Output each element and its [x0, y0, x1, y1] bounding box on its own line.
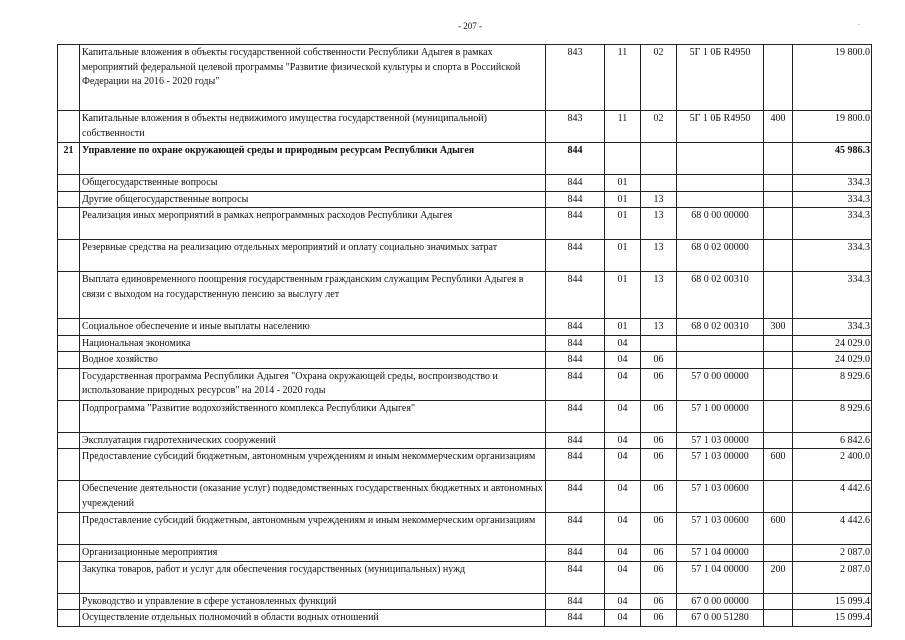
subsection-code-cell: 06 [641, 545, 677, 562]
table-body [58, 45, 872, 627]
row-number-cell [58, 593, 80, 610]
target-article-cell: 67 0 00 00000 [677, 593, 764, 610]
expense-type-cell [764, 143, 793, 175]
item-name-cell: Водное хозяйство [80, 352, 546, 369]
section-code-cell [605, 143, 641, 175]
item-name-cell: Общегосударственные вопросы [80, 175, 546, 192]
amount-cell: 24 029.0 [793, 335, 872, 352]
item-name-cell: Капитальные вложения в объекты государственной собственности Республики Адыгея в рамках мероприятий федеральной целевой программы "Развитие физической культуры и спорта в Российской Федерации на 2016 - 2020 годы" [80, 45, 546, 111]
table-row [58, 368, 872, 400]
section-code-cell: 11 [605, 45, 641, 111]
ministry-code-cell: 844 [546, 593, 605, 610]
ministry-code-cell: 844 [546, 335, 605, 352]
table-row [58, 208, 872, 240]
table-row [58, 272, 872, 319]
table-row [58, 400, 872, 432]
row-number-cell [58, 319, 80, 336]
subsection-code-cell: 06 [641, 400, 677, 432]
expense-type-cell: 400 [764, 111, 793, 143]
ministry-code-cell: 844 [546, 272, 605, 319]
amount-cell: 19 800.0 [793, 111, 872, 143]
section-code-cell: 04 [605, 449, 641, 481]
row-number-cell [58, 240, 80, 272]
expense-type-cell [764, 610, 793, 627]
section-code-cell: 04 [605, 400, 641, 432]
ministry-code-cell: 844 [546, 449, 605, 481]
amount-cell: 2 087.0 [793, 561, 872, 593]
item-name-cell: Управление по охране окружающей среды и природным ресурсам Республики Адыгея [80, 143, 546, 175]
subsection-code-cell: 02 [641, 111, 677, 143]
section-code-cell: 04 [605, 593, 641, 610]
section-code-cell: 04 [605, 545, 641, 562]
ministry-code-cell: 844 [546, 352, 605, 369]
row-number-cell [58, 432, 80, 449]
amount-cell: 334.3 [793, 208, 872, 240]
expense-type-cell [764, 191, 793, 208]
item-name-cell: Капитальные вложения в объекты недвижимого имущества государственной (муниципальной) собственности [80, 111, 546, 143]
ministry-code-cell: 844 [546, 191, 605, 208]
subsection-code-cell: 06 [641, 593, 677, 610]
section-code-cell: 11 [605, 111, 641, 143]
subsection-code-cell: 06 [641, 481, 677, 513]
row-number-cell [58, 335, 80, 352]
amount-cell: 24 029.0 [793, 352, 872, 369]
ministry-code-cell: 843 [546, 45, 605, 111]
expense-type-cell [764, 545, 793, 562]
target-article-cell: 57 0 00 00000 [677, 368, 764, 400]
expense-type-cell [764, 208, 793, 240]
subsection-code-cell: 06 [641, 368, 677, 400]
row-number-cell [58, 175, 80, 192]
target-article-cell: 57 1 03 00000 [677, 432, 764, 449]
ministry-code-cell: 843 [546, 111, 605, 143]
target-article-cell [677, 335, 764, 352]
ministry-code-cell: 844 [546, 545, 605, 562]
target-article-cell: 68 0 02 00310 [677, 272, 764, 319]
row-number-cell: 21 [58, 143, 80, 175]
row-number-cell [58, 368, 80, 400]
ministry-code-cell: 844 [546, 175, 605, 192]
ministry-code-cell: 844 [546, 143, 605, 175]
amount-cell: 15 099.4 [793, 610, 872, 627]
row-number-cell [58, 45, 80, 111]
target-article-cell [677, 143, 764, 175]
table-row [58, 513, 872, 545]
subsection-code-cell: 06 [641, 432, 677, 449]
section-code-cell: 01 [605, 319, 641, 336]
subsection-code-cell: 06 [641, 449, 677, 481]
item-name-cell: Национальная экономика [80, 335, 546, 352]
ministry-code-cell: 844 [546, 319, 605, 336]
ministry-code-cell: 844 [546, 561, 605, 593]
subsection-code-cell: 13 [641, 319, 677, 336]
subsection-code-cell [641, 335, 677, 352]
item-name-cell: Предоставление субсидий бюджетным, автономным учреждениям и иным некоммерческим организациям [80, 513, 546, 545]
row-number-cell [58, 352, 80, 369]
amount-cell: 19 800.0 [793, 45, 872, 111]
expense-type-cell [764, 45, 793, 111]
section-code-cell: 04 [605, 481, 641, 513]
table-row [58, 561, 872, 593]
table-row [58, 432, 872, 449]
target-article-cell [677, 191, 764, 208]
amount-cell: 334.3 [793, 319, 872, 336]
row-number-cell [58, 111, 80, 143]
subsection-code-cell: 13 [641, 272, 677, 319]
amount-cell: 15 099.4 [793, 593, 872, 610]
table-row [58, 481, 872, 513]
table-row [58, 593, 872, 610]
amount-cell: 334.3 [793, 191, 872, 208]
item-name-cell: Закупка товаров, работ и услуг для обеспечения государственных (муниципальных) нужд [80, 561, 546, 593]
expense-type-cell [764, 352, 793, 369]
row-number-cell [58, 272, 80, 319]
expense-type-cell: 200 [764, 561, 793, 593]
item-name-cell: Подпрограмма "Развитие водохозяйственного комплекса Республики Адыгея" [80, 400, 546, 432]
section-code-cell: 04 [605, 368, 641, 400]
ministry-code-cell: 844 [546, 368, 605, 400]
subsection-code-cell [641, 175, 677, 192]
section-code-cell: 04 [605, 352, 641, 369]
expense-type-cell [764, 368, 793, 400]
row-number-cell [58, 561, 80, 593]
table-row [58, 111, 872, 143]
row-number-cell [58, 610, 80, 627]
page-number: - 207 - [458, 21, 482, 31]
target-article-cell: 68 0 02 00000 [677, 240, 764, 272]
amount-cell: 4 442.6 [793, 481, 872, 513]
section-code-cell: 04 [605, 432, 641, 449]
target-article-cell: 67 0 00 51280 [677, 610, 764, 627]
budget-table [57, 44, 872, 627]
amount-cell: 334.3 [793, 272, 872, 319]
section-code-cell: 04 [605, 610, 641, 627]
expense-type-cell [764, 481, 793, 513]
amount-cell: 334.3 [793, 175, 872, 192]
item-name-cell: Руководство и управление в сфере установленных функций [80, 593, 546, 610]
table-row [58, 545, 872, 562]
item-name-cell: Организационные мероприятия [80, 545, 546, 562]
expense-type-cell: 600 [764, 449, 793, 481]
target-article-cell: 57 1 03 00600 [677, 481, 764, 513]
section-code-cell: 01 [605, 240, 641, 272]
subsection-code-cell: 13 [641, 191, 677, 208]
target-article-cell: 57 1 00 00000 [677, 400, 764, 432]
table-row [58, 45, 872, 111]
amount-cell: 4 442.6 [793, 513, 872, 545]
row-number-cell [58, 513, 80, 545]
table-row [58, 175, 872, 192]
table-row [58, 335, 872, 352]
target-article-cell: 68 0 02 00310 [677, 319, 764, 336]
amount-cell: 6 842.6 [793, 432, 872, 449]
target-article-cell: 5Г 1 0Б R4950 [677, 45, 764, 111]
corner-mark: . [858, 18, 860, 27]
subsection-code-cell: 02 [641, 45, 677, 111]
table-row [58, 610, 872, 627]
item-name-cell: Осуществление отдельных полномочий в области водных отношений [80, 610, 546, 627]
ministry-code-cell: 844 [546, 240, 605, 272]
subsection-code-cell: 06 [641, 513, 677, 545]
item-name-cell: Предоставление субсидий бюджетным, автономным учреждениям и иным некоммерческим организациям [80, 449, 546, 481]
target-article-cell: 68 0 00 00000 [677, 208, 764, 240]
amount-cell: 334.3 [793, 240, 872, 272]
subsection-code-cell: 06 [641, 561, 677, 593]
row-number-cell [58, 481, 80, 513]
amount-cell: 45 986.3 [793, 143, 872, 175]
item-name-cell: Реализация иных мероприятий в рамках непрограммных расходов Республики Адыгея [80, 208, 546, 240]
row-number-cell [58, 545, 80, 562]
target-article-cell: 5Г 1 0Б R4950 [677, 111, 764, 143]
expense-type-cell [764, 432, 793, 449]
table-row [58, 352, 872, 369]
row-number-cell [58, 400, 80, 432]
subsection-code-cell [641, 143, 677, 175]
subsection-code-cell: 06 [641, 352, 677, 369]
target-article-cell [677, 175, 764, 192]
target-article-cell: 57 1 04 00000 [677, 545, 764, 562]
ministry-code-cell: 844 [546, 208, 605, 240]
table-row [58, 240, 872, 272]
table-row [58, 143, 872, 175]
expense-type-cell [764, 240, 793, 272]
target-article-cell: 57 1 03 00000 [677, 449, 764, 481]
amount-cell: 8 929.6 [793, 400, 872, 432]
row-number-cell [58, 449, 80, 481]
amount-cell: 2 087.0 [793, 545, 872, 562]
item-name-cell: Социальное обеспечение и иные выплаты населению [80, 319, 546, 336]
section-code-cell: 04 [605, 335, 641, 352]
subsection-code-cell: 13 [641, 240, 677, 272]
section-code-cell: 04 [605, 561, 641, 593]
target-article-cell [677, 352, 764, 369]
ministry-code-cell: 844 [546, 610, 605, 627]
row-number-cell [58, 208, 80, 240]
amount-cell: 2 400.0 [793, 449, 872, 481]
expense-type-cell [764, 400, 793, 432]
ministry-code-cell: 844 [546, 400, 605, 432]
ministry-code-cell: 844 [546, 513, 605, 545]
amount-cell: 8 929.6 [793, 368, 872, 400]
expense-type-cell: 300 [764, 319, 793, 336]
table-row [58, 319, 872, 336]
item-name-cell: Обеспечение деятельности (оказание услуг) подведомственных государственных бюджетных и автономных учреждений [80, 481, 546, 513]
section-code-cell: 04 [605, 513, 641, 545]
section-code-cell: 01 [605, 191, 641, 208]
expense-type-cell [764, 272, 793, 319]
expense-type-cell [764, 335, 793, 352]
item-name-cell: Другие общегосударственные вопросы [80, 191, 546, 208]
section-code-cell: 01 [605, 272, 641, 319]
section-code-cell: 01 [605, 175, 641, 192]
item-name-cell: Выплата единовременного поощрения государственным гражданским служащим Республики Адыгея в связи с выходом на государственную пенсию за выслугу лет [80, 272, 546, 319]
subsection-code-cell: 06 [641, 610, 677, 627]
row-number-cell [58, 191, 80, 208]
table-row [58, 449, 872, 481]
subsection-code-cell: 13 [641, 208, 677, 240]
expense-type-cell [764, 175, 793, 192]
item-name-cell: Резервные средства на реализацию отдельных мероприятий и оплату социально значимых затрат [80, 240, 546, 272]
ministry-code-cell: 844 [546, 481, 605, 513]
item-name-cell: Эксплуатация гидротехнических сооружений [80, 432, 546, 449]
expense-type-cell [764, 593, 793, 610]
item-name-cell: Государственная программа Республики Адыгея "Охрана окружающей среды, воспроизводство и использование природных ресурсов" на 2014 - 2020 годы [80, 368, 546, 400]
expense-type-cell: 600 [764, 513, 793, 545]
ministry-code-cell: 844 [546, 432, 605, 449]
target-article-cell: 57 1 04 00000 [677, 561, 764, 593]
table-row [58, 191, 872, 208]
section-code-cell: 01 [605, 208, 641, 240]
target-article-cell: 57 1 03 00600 [677, 513, 764, 545]
